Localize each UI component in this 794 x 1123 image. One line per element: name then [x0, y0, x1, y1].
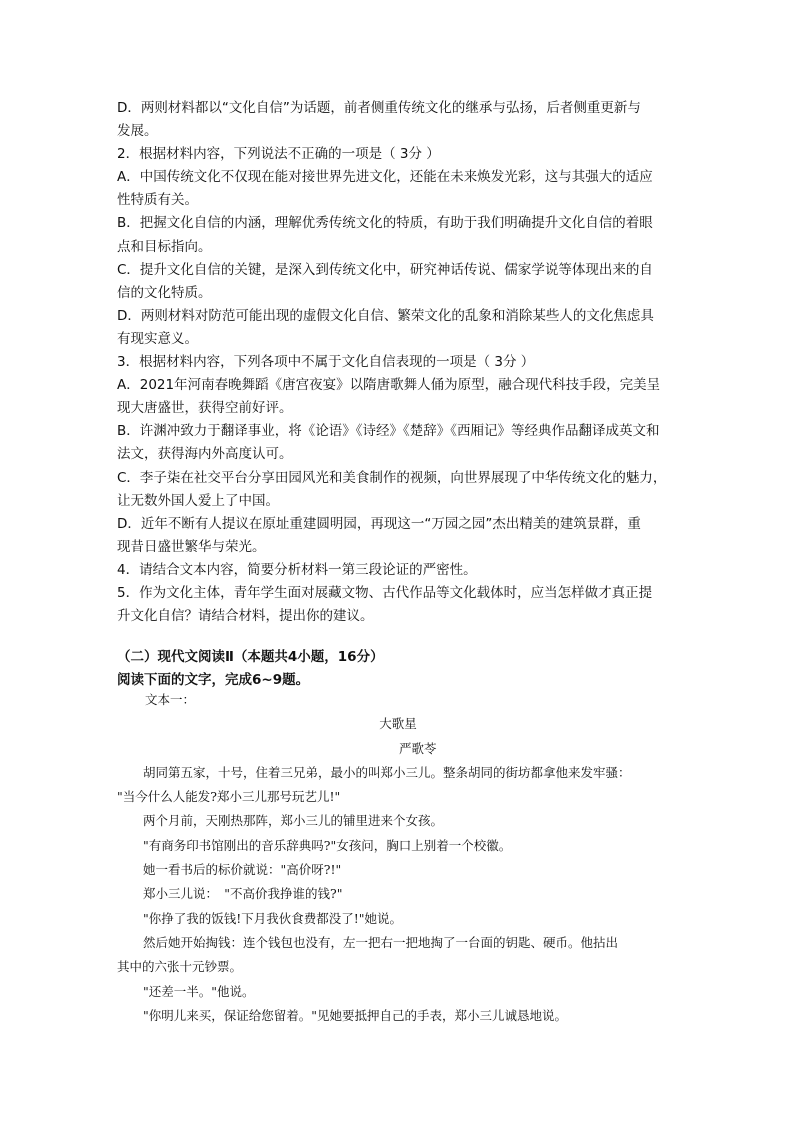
question-2: 2．根据材料内容，下列说法不正确的一项是（ 3分 ） — [117, 146, 440, 163]
paragraph-line: 两个月前，天刚热那阵，郑小三儿的铺里进来个女孩。 — [143, 813, 444, 829]
paragraph-line: "当今什么人能发?郑小三儿那号玩艺儿!" — [117, 789, 341, 805]
text-line: A．中国传统文化不仅现在能对接世界先进文化，还能在未来焕发光彩，这与其强大的适应 — [117, 169, 653, 186]
text-line: D．近年不断有人提议在原址重建圆明园，再现这一“万园之园”杰出精美的建筑景群，重 — [117, 515, 641, 532]
paragraph-line: 郑小三儿说： "不高价我挣谁的钱?" — [143, 886, 343, 902]
paragraph-line: "有商务印书馆刚出的音乐辞典吗?"女孩问，胸口上别着一个校徽。 — [143, 837, 512, 853]
paragraph-line: "你明儿来买，保证给您留着。"见她要抵押自己的手表，郑小三儿诚恳地说。 — [143, 1007, 568, 1023]
text-line: 性特质有关。 — [117, 192, 198, 209]
text-line: 让无数外国人爱上了中国。 — [117, 492, 279, 509]
story-text — [117, 688, 679, 1028]
reading-instruction: 阅读下面的文字，完成6~9题。 — [117, 672, 310, 688]
text-line: B．把握文化自信的内涵，理解优秀传统文化的特质，有助于我们明确提升文化自信的着眼 — [117, 215, 653, 232]
story-author: 严歌苓 — [399, 740, 437, 756]
text-line: 有现实意义。 — [117, 330, 198, 347]
text-line: 法文，获得海内外高度认可。 — [117, 446, 293, 463]
text-label: 文本一： — [145, 692, 196, 707]
text-line: 发展。 — [117, 123, 158, 140]
text-line: A．2021年河南春晚舞蹈《唐宫夜宴》以隋唐歌舞人俑为原型，融合现代科技手段，完美呈 — [117, 377, 661, 394]
paragraph-line: 其中的六张十元钞票。 — [117, 959, 243, 975]
question-5: 5．作为文化主体，青年学生面对展藏文物、古代作品等文化载体时，应当怎样做才真正提 — [117, 584, 653, 601]
text-line: 现昔日盛世繁华与荣光。 — [117, 538, 266, 555]
text-line: D．两则材料对防范可能出现的虚假文化自信、繁荣文化的乱象和消除某些人的文化焦虑具 — [117, 307, 654, 324]
section-heading: （二）现代文阅读Ⅱ（本题共4小题，16分） — [117, 649, 384, 665]
text-line: C．提升文化自信的关键，是深入到传统文化中，研究神话传说、儒家学说等体现出来的自 — [117, 261, 653, 278]
paragraph-line: 然后她开始掏钱：连个钱包也没有，左一把右一把地掏了一台面的钥匙、硬币。他拈出 — [143, 934, 619, 950]
questions-section — [117, 97, 679, 628]
question-4: 4．请结合文本内容，简要分析材料一第三段论证的严密性。 — [117, 561, 477, 578]
text-line: 升文化自信？请结合材料，提出你的建议。 — [117, 608, 374, 625]
story-title: 大歌星 — [379, 716, 417, 732]
paragraph-line: 胡同第五家，十号，住着三兄弟，最小的叫郑小三儿。整条胡同的街坊都拿他来发牢骚： — [143, 764, 631, 780]
section-heading-block — [117, 646, 679, 692]
text-line: 现大唐盛世，获得空前好评。 — [117, 400, 293, 417]
question-3: 3．根据材料内容，下列各项中不属于文化自信表现的一项是（ 3分 ） — [117, 354, 535, 371]
paragraph-line: "还差一半。"他说。 — [143, 983, 255, 999]
paragraph-line: 她一看书后的标价就说："高价呀?!" — [143, 862, 342, 878]
text-line: 信的文化特质。 — [117, 284, 212, 301]
text-line: 点和目标指向。 — [117, 238, 212, 255]
paragraph-line: "你挣了我的饭钱!下月我伙食费都没了!"她说。 — [143, 910, 403, 926]
text-line: B．许渊冲致力于翻译事业，将《论语》《诗经》《楚辞》《西厢记》等经典作品翻译成英文和 — [117, 423, 660, 440]
text-line: C．李子柒在社交平台分享田园风光和美食制作的视频，向世界展现了中华传统文化的魅力， — [117, 469, 667, 486]
text-line: D．两则材料都以“文化自信”为话题，前者侧重传统文化的继承与弘扬，后者侧重更新与 — [117, 100, 641, 116]
